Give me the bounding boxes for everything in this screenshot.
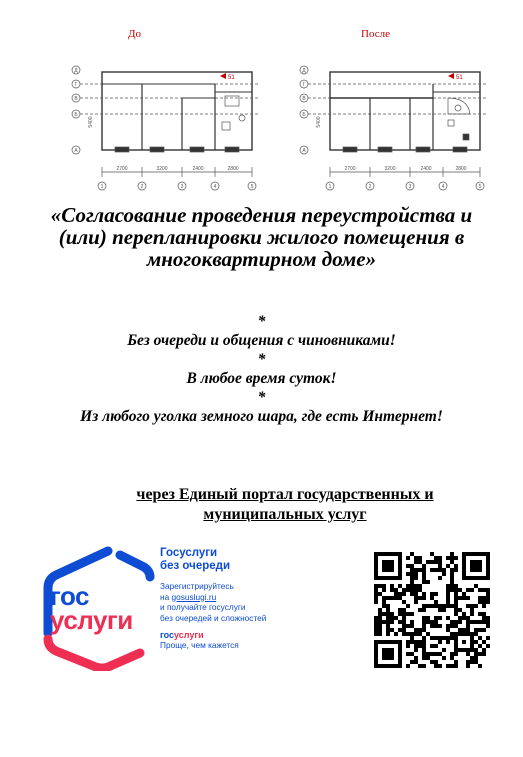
logo-word-uslugi: услуги [50, 605, 133, 635]
qr-code-icon[interactable] [374, 552, 490, 668]
benefit-item: Из любого уголка земного шара, где есть Интернет! [80, 408, 443, 425]
portal-line: муниципальных услуг [203, 506, 367, 523]
axis-label: А [74, 148, 78, 154]
axis-label: Д [302, 68, 306, 74]
axis-number: 4 [213, 184, 217, 190]
gos-text-line: без очередей и сложностей [160, 612, 267, 623]
plan-before-label: До [128, 28, 142, 40]
axis-label: Б [74, 112, 78, 118]
gos-heading: Госуслуги [160, 547, 218, 559]
gos-tagline: Проще, чем кажется [160, 640, 239, 650]
axis-label: В [74, 96, 78, 102]
axis-number: 2 [140, 184, 144, 190]
axis-number: 5 [250, 184, 254, 190]
dimension-label: 2700 [116, 166, 128, 172]
marker-after: 51 [456, 75, 463, 81]
axis-label: Б [302, 112, 306, 118]
dimension-label: 3200 [384, 166, 396, 172]
dimension-label: 2700 [344, 166, 356, 172]
separator: * [257, 389, 266, 406]
dimension-label: 2800 [227, 166, 239, 172]
plan-after-label: После [361, 28, 390, 40]
axis-number: 5 [478, 184, 482, 190]
axis-number: 3 [180, 184, 184, 190]
portal-text [70, 485, 500, 525]
gos-text-line: Зарегистрируйтесь [160, 581, 234, 591]
gosuslugi-logo [36, 543, 158, 671]
axis-label: А [302, 148, 306, 154]
axis-label: Г [302, 82, 306, 88]
gosuslugi-info [160, 547, 330, 651]
axis-label: В [302, 96, 306, 102]
portal-line: через Единый портал государственных и [136, 486, 434, 503]
separator: * [257, 313, 266, 330]
axis-number: 1 [100, 184, 104, 190]
axis-label: Г [74, 82, 78, 88]
dimension-label: 3200 [156, 166, 168, 172]
gos-heading: без очереди [160, 560, 231, 572]
gos-brand: госуслуги [160, 630, 204, 640]
gos-text-line: на gosuslugi.ru [160, 591, 217, 602]
axis-label: Д [74, 68, 78, 74]
axis-number: 3 [408, 184, 412, 190]
axis-number: 4 [441, 184, 445, 190]
side-dimension-label: 5400 [88, 116, 94, 128]
floor-plan-after [298, 62, 498, 194]
floor-plan-after-drawing [298, 62, 498, 194]
gosuslugi-link[interactable]: gosuslugi.ru [171, 591, 217, 602]
floor-plan-before-drawing [70, 62, 270, 194]
benefit-item: В любое время суток! [186, 370, 337, 387]
separator: * [257, 351, 266, 368]
gos-text-line: и получайте госуслуги [160, 602, 246, 612]
floor-plan-before [70, 62, 270, 194]
benefit-item: Без очереди и общения с чиновниками! [127, 332, 396, 349]
service-title: «Согласование проведения переустройства и (или) перепланировки жилого помещения в многоквартирном доме» [50, 203, 473, 271]
dimension-label: 2400 [192, 166, 204, 172]
benefits-list [60, 312, 463, 426]
axis-number: 1 [328, 184, 332, 190]
dimension-label: 2800 [455, 166, 467, 172]
dimension-label: 2400 [420, 166, 432, 172]
axis-number: 2 [368, 184, 372, 190]
marker-before: 51 [228, 75, 235, 81]
logo-word-gos: гос [50, 581, 89, 611]
side-dimension-label: 5400 [316, 116, 322, 128]
